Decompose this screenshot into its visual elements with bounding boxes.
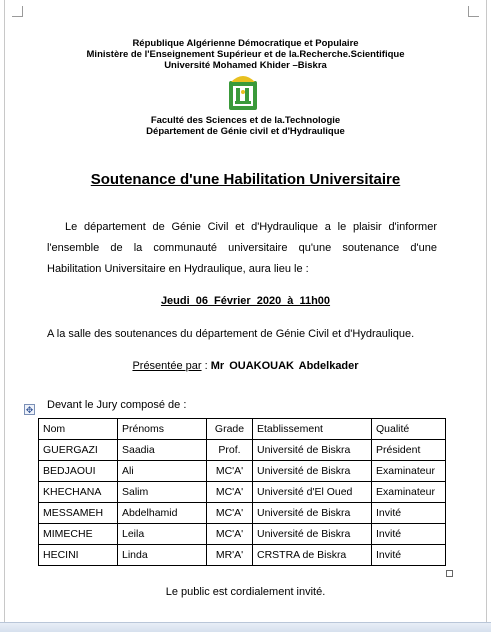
- jury-label: Devant le Jury composé de :: [47, 399, 187, 411]
- cell-prenom: Abdelhamid: [118, 503, 207, 524]
- table-row: [39, 440, 446, 461]
- header-qualite: Qualité: [372, 419, 446, 440]
- document-title: Soutenance d'une Habilitation Universitaire: [90, 171, 401, 188]
- cell-qualite: Examinateur: [372, 482, 446, 503]
- table-row: [39, 503, 446, 524]
- header-university: Université Mohamed Khider –Biskra: [164, 60, 327, 71]
- cell-nom: KHECHANA: [39, 482, 118, 503]
- cell-qualite: Président: [372, 440, 446, 461]
- table-header-row: [39, 419, 446, 440]
- cell-qualite: Invité: [372, 545, 446, 566]
- cell-nom: GUERGAZI: [39, 440, 118, 461]
- candidate-name: Mr OUAKOUAK Abdelkader: [210, 360, 359, 372]
- presented-line: [0, 360, 491, 372]
- header-prenoms: Prénoms: [118, 419, 207, 440]
- cell-etablissement: Université de Biskra: [253, 440, 372, 461]
- cell-prenom: Linda: [118, 545, 207, 566]
- cell-etablissement: CRSTRA de Biskra: [253, 545, 372, 566]
- cell-etablissement: Université de Biskra: [253, 503, 372, 524]
- cell-grade: MC'A': [207, 524, 253, 545]
- presented-separator: :: [201, 360, 211, 372]
- closing-line: Le public est cordialement invité.: [165, 586, 326, 598]
- table-move-handle-icon[interactable]: ✥: [25, 405, 34, 415]
- intro-paragraph: Le département de Génie Civil et d'Hydraulique a le plaisir d'informer l'ensemble de la communauté universitaire qu'une soutenance d'une Habilitation Universitaire en Hydraulique, aura lieu le :: [47, 221, 437, 275]
- cell-qualite: Invité: [372, 503, 446, 524]
- header-ministry: Ministère de l'Enseignement Supérieur et de la.Recherche.Scientifique: [86, 49, 405, 60]
- page-edge-right: [486, 0, 487, 622]
- page-edge-left: [4, 0, 5, 622]
- cell-etablissement: Université de Biskra: [253, 524, 372, 545]
- table-row: [39, 524, 446, 545]
- table-row: [39, 545, 446, 566]
- margin-corner-top-right: [468, 6, 479, 17]
- location-line: A la salle des soutenances du département de Génie Civil et d'Hydraulique.: [47, 328, 415, 340]
- cell-grade: MC'A': [207, 482, 253, 503]
- cell-grade: Prof.: [207, 440, 253, 461]
- table-row: [39, 482, 446, 503]
- table-row: [39, 461, 446, 482]
- cell-qualite: Invité: [372, 524, 446, 545]
- margin-corner-top-left: [12, 6, 23, 17]
- cell-prenom: Ali: [118, 461, 207, 482]
- cell-prenom: Saadia: [118, 440, 207, 461]
- cell-grade: MC'A': [207, 461, 253, 482]
- cell-nom: MESSAMEH: [39, 503, 118, 524]
- cell-qualite: Examinateur: [372, 461, 446, 482]
- presented-label: Présentée par: [132, 360, 202, 372]
- header-grade: Grade: [207, 419, 253, 440]
- header-nom: Nom: [39, 419, 118, 440]
- cell-nom: HECINI: [39, 545, 118, 566]
- header-republic: République Algérienne Démocratique et Populaire: [132, 38, 359, 49]
- cell-etablissement: Université de Biskra: [253, 461, 372, 482]
- cell-nom: BEDJAOUI: [39, 461, 118, 482]
- cell-etablissement: Université d'El Oued: [253, 482, 372, 503]
- cell-prenom: Salim: [118, 482, 207, 503]
- cell-prenom: Leila: [118, 524, 207, 545]
- cell-grade: MR'A': [207, 545, 253, 566]
- table-resize-handle[interactable]: [446, 570, 453, 577]
- university-logo-icon: [228, 73, 258, 111]
- header-etablissement: Etablissement: [253, 419, 372, 440]
- jury-table: [38, 418, 446, 566]
- header-faculty: Faculté des Sciences et de la.Technologie: [150, 115, 341, 126]
- date-text: Jeudi 06 Février 2020 à 11h00: [160, 295, 331, 307]
- cell-nom: MIMECHE: [39, 524, 118, 545]
- header-department: Département de Génie civil et d'Hydraulique: [146, 126, 345, 137]
- defense-date: [0, 295, 491, 307]
- cell-grade: MC'A': [207, 503, 253, 524]
